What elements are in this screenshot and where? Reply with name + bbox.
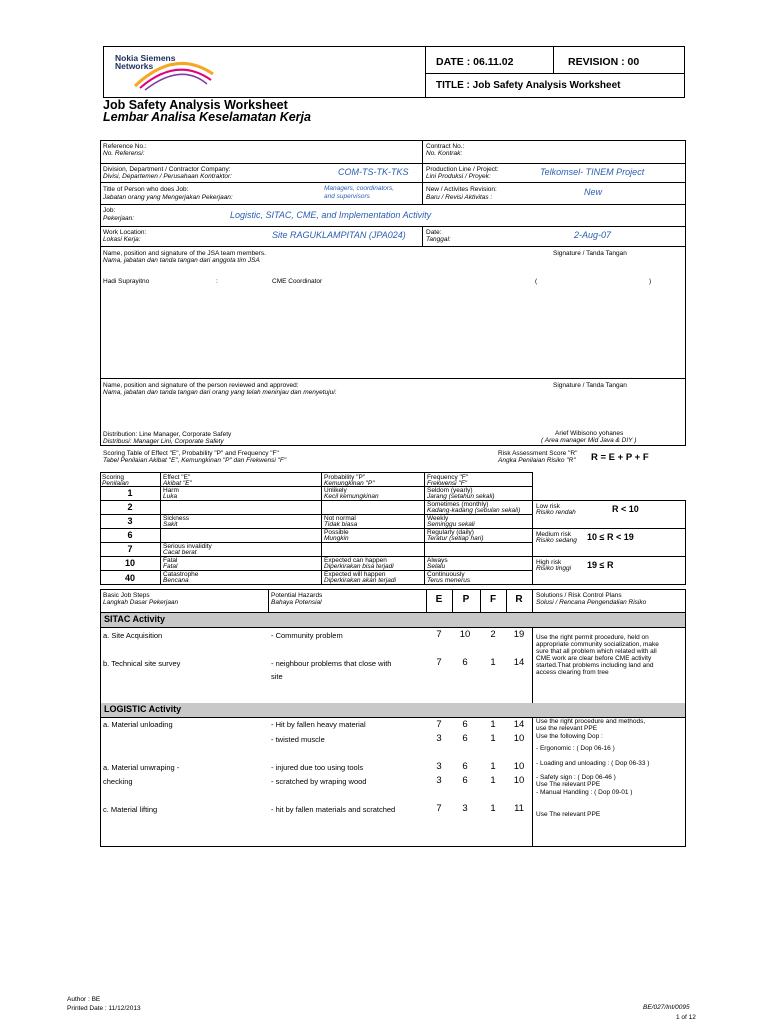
prob-col-header: Probability "P"	[324, 474, 366, 481]
scoring-col-header-id: Penilaian	[102, 480, 129, 487]
score-value: 40	[124, 573, 135, 583]
col-hazards-header: Potential Hazards	[271, 592, 323, 599]
team-label: Name, position and signature of the JSA team members.	[103, 250, 266, 257]
sitac-hazard-a: - Community problem	[271, 631, 343, 640]
scoring-title-id: Tabel Penilaian Akibat "E", Kemungkinan "P" dan Frekwensi "F"	[103, 457, 287, 464]
freq-text: Continuously	[427, 571, 465, 578]
team-member-role: CME Coordinator	[272, 278, 323, 285]
person-value-2: and supervisors	[324, 193, 370, 200]
freq-text: Seldom (yearly)	[427, 487, 473, 494]
risk-score-label: Risk Assessment Score "R"	[498, 450, 578, 457]
doc-title-id: Lembar Analisa Keselamatan Kerja	[103, 110, 311, 124]
sitac-b-e: 7	[436, 657, 442, 668]
sitac-b-f: 1	[490, 657, 496, 668]
newact-label: New / Activites Revision:	[426, 186, 497, 193]
col-solutions-header: Solutions / Risk Control Plans	[536, 592, 622, 599]
location-value: Site RAGUKLAMPITAN (JPA024)	[272, 230, 406, 240]
contract-label-id: No. Kontrak:	[426, 150, 463, 157]
person-value-1: Managers, coordinators,	[324, 185, 395, 192]
logistic-step-b-cont: checking	[103, 777, 133, 786]
location-label-id: Lokasi Kerja:	[103, 236, 141, 243]
team-signature-label: Signature / Tanda Tangan	[553, 250, 627, 257]
sitac-b-r: 14	[513, 657, 525, 668]
col-solutions-header-id: Solusi / Rencana Pengendalian Risiko	[536, 599, 647, 606]
risk-high-value: 19 ≤ R	[587, 560, 614, 570]
col-e-header: E	[435, 594, 443, 605]
person-label-id: Jabatan orang yang Mengerjakan Pekerjaan:	[103, 194, 233, 201]
score-value: 3	[127, 516, 133, 526]
approver-role: ( Area manager Mid Java & DIY )	[541, 437, 637, 444]
logistic-a1-f: 1	[490, 719, 496, 730]
division-value: COM-TS-TK-TKS	[338, 167, 409, 177]
score-value: 2	[127, 502, 133, 512]
prob-text-id: Kecil kemungkinan	[324, 493, 379, 500]
team-member-name: Hadi Suprayitno	[103, 278, 150, 285]
risk-score-label-id: Angka Penilaian Risiko "R"	[498, 457, 576, 464]
sitac-hazard-b: - neighbour problems that close with	[271, 659, 392, 668]
risk-high-label: High risk	[536, 559, 562, 566]
logistic-b2-e: 3	[436, 775, 442, 786]
col-steps-header: Basic Job Steps	[103, 592, 150, 599]
logistic-c-r: 11	[514, 803, 524, 814]
prodline-label-id: Lini Produksi / Proyek:	[426, 173, 491, 180]
freq-text-id: Jarang (setahun sekali)	[427, 493, 495, 500]
logistic-a2-e: 3	[436, 733, 442, 744]
logistic-step-b: a. Material unwraping -	[103, 763, 180, 772]
sitac-solution-line: Use the right permit procedure, held on	[536, 634, 649, 641]
freq-text-id: Seminggu sekali	[427, 521, 475, 528]
logistic-hazard-a1: - Hit by fallen heavy material	[271, 720, 366, 729]
header-title: TITLE : Job Safety Analysis Worksheet	[436, 80, 621, 91]
logistic-b1-f: 1	[490, 761, 496, 772]
sitac-step-a: a. Site Acquisition	[103, 631, 163, 640]
effect-text: Serious invalidity	[163, 543, 212, 550]
scoring-col-header: Scoring	[102, 474, 125, 481]
prob-text-id: Mungkin	[324, 535, 349, 542]
prob-text: Not normal	[324, 515, 356, 522]
doc-title-en: Job Safety Analysis Worksheet	[103, 98, 288, 112]
footer-author: Author : BE	[67, 996, 101, 1003]
col-f-header: F	[489, 594, 497, 605]
col-r-header: R	[515, 594, 523, 605]
score-value: 10	[124, 558, 135, 568]
footer-page-number: 1 of 12	[676, 1014, 696, 1021]
effect-text-id: Luka	[163, 493, 178, 500]
job-label-id: Pekerjaan:	[103, 215, 135, 222]
effect-text: Sickness	[163, 515, 190, 522]
sitac-step-b: b. Technical site survey	[103, 659, 181, 668]
logistic-step-a: a. Material unloading	[103, 720, 173, 729]
col-steps-header-id: Langkah Dasar Pekerjaan	[103, 599, 179, 606]
prob-col-header-id: Kemungkinan "P"	[324, 480, 375, 487]
logistic-hazard-b1: - injured due too using tools	[271, 763, 364, 772]
sitac-a-r: 19	[513, 629, 525, 640]
team-sig-open: (	[535, 278, 538, 285]
sitac-solution-line: access clearing from tree	[536, 669, 609, 676]
freq-text: Always	[427, 557, 448, 564]
header-date: DATE : 06.11.02	[436, 56, 514, 68]
location-label: Work Location:	[103, 229, 147, 236]
job-value: Logistic, SITAC, CME, and Implementation Activity	[230, 210, 432, 220]
prob-text: Possible	[324, 529, 349, 536]
effect-text-id: Bencana	[163, 577, 189, 584]
team-member-colon: :	[216, 278, 218, 285]
scoring-title: Scoring Table of Effect "E", Probability "P" and Frequency "F"	[103, 450, 279, 457]
logo-text-1: Nokia Siemens	[115, 53, 176, 63]
prob-text-id: Tidak biasa	[324, 521, 358, 528]
logistic-solution-line: Use The relevant PPE	[536, 811, 601, 818]
footer-printed-date: Printed Date : 11/12/2013	[67, 1005, 141, 1012]
risk-formula: R = E + P + F	[591, 452, 649, 463]
score-value: 7	[127, 544, 133, 554]
contract-label: Contract No.:	[426, 143, 465, 150]
risk-low-value: R < 10	[612, 504, 639, 514]
review-signature-label: Signature / Tanda Tangan	[553, 382, 627, 389]
ref-label: Reference No.:	[103, 143, 147, 150]
division-label-id: Divisi, Departemen / Perusahaan Kontraktor:	[103, 173, 232, 180]
logistic-solution-line: Use The relevant PPE	[536, 781, 601, 788]
logistic-b2-r: 10	[513, 775, 525, 786]
team-sig-close: )	[649, 278, 652, 285]
score-value: 6	[127, 530, 133, 540]
freq-col-header: Frequency "F"	[427, 474, 469, 481]
freq-text-id: Teratur (setiap hari)	[427, 535, 484, 542]
prob-text: Unlikely	[324, 487, 347, 494]
review-label-id: Nama, jabatan dan tanda tangan dari orang yang telah meninjau dan menyetujui:	[103, 389, 337, 396]
logistic-hazard-a2: - twisted muscle	[271, 735, 325, 744]
prob-text-id: Diperkirakan akan terjadi	[324, 577, 396, 584]
footer-doc-number: BE/027/Int/0095	[643, 1004, 690, 1011]
logistic-b1-p: 6	[462, 761, 468, 772]
effect-text: Catastrophe	[163, 571, 199, 578]
sitac-a-p: 10	[459, 629, 471, 640]
date-label: Date:	[426, 229, 442, 236]
approver-name: Arief Wibisono yohanes	[555, 430, 624, 437]
logistic-solution-line: Use the following Dop :	[536, 733, 603, 740]
sitac-solution-line: CME work are clear before CME activity	[536, 655, 652, 662]
logistic-hazard-c: - hit by fallen materials and scratched	[271, 805, 396, 814]
sitac-a-e: 7	[436, 629, 442, 640]
logistic-a1-r: 14	[513, 719, 525, 730]
sitac-hazard-b-cont: site	[271, 672, 283, 681]
prodline-label: Production Line / Project:	[426, 166, 499, 173]
newact-value: New	[584, 187, 603, 197]
review-label: Name, position and signature of the person reviewed and approved:	[103, 382, 299, 389]
effect-text-id: Cacat berat	[163, 549, 197, 556]
effect-col-header: Effect "E"	[163, 474, 191, 481]
freq-col-header-id: Frekwensi "F"	[427, 480, 468, 487]
logistic-a1-p: 6	[462, 719, 468, 730]
logistic-hazard-b2: - scratched by wraping wood	[271, 777, 367, 786]
risk-medium-value: 10 ≤ R < 19	[587, 532, 634, 542]
logistic-c-p: 3	[462, 803, 468, 814]
prodline-value: Telkomsel- TINEM Project	[540, 167, 645, 177]
col-p-header: P	[462, 594, 470, 605]
freq-text: Weekly	[427, 515, 449, 522]
logistic-b2-f: 1	[490, 775, 496, 786]
logistic-solution-line: Use the right procedure and methods,	[536, 718, 646, 725]
logistic-a2-f: 1	[490, 733, 496, 744]
logo-text-2: Networks	[115, 61, 154, 71]
division-label: Division, Department / Contractor Company:	[103, 166, 231, 173]
logistic-b1-e: 3	[436, 761, 442, 772]
freq-text-id: Selalu	[427, 563, 446, 570]
logistic-step-c: c. Material lifting	[103, 805, 158, 814]
risk-high-label-id: Risiko tinggi	[536, 565, 572, 572]
sitac-a-f: 2	[490, 629, 496, 640]
sitac-b-p: 6	[462, 657, 468, 668]
person-label: Title of Person who does Job:	[103, 186, 189, 193]
job-label: Job:	[103, 207, 116, 214]
logistic-solution-line: - Ergonomic : ( Dop 06-16 )	[536, 745, 615, 752]
effect-col-header-id: Akibat "E"	[163, 480, 192, 487]
logistic-a1-e: 7	[436, 719, 442, 730]
sitac-solution-line: appropriate community socialization, make	[536, 641, 659, 648]
effect-text: Harm	[163, 487, 179, 494]
logistic-b2-p: 6	[462, 775, 468, 786]
freq-text: Sometimes (monthly)	[427, 501, 489, 508]
effect-text-id: Sakit	[163, 521, 178, 528]
date-value: 2-Aug-07	[574, 230, 612, 240]
section-logistic: LOGISTIC Activity	[101, 703, 685, 717]
logistic-solution-line: - Manual Handling : ( Dop 09-01 )	[536, 789, 633, 796]
team-label-id: Nama, jabatan dan tanda tangan dari anggota tim JSA	[103, 257, 260, 264]
sitac-solution-line: started.That problems including land and	[536, 662, 654, 669]
prob-text-id: Diperkirakan bisa terjadi	[324, 563, 394, 570]
col-hazards-header-id: Bahaya Potensial	[271, 599, 322, 606]
freq-text-id: Kadang-kadang (sebulan sekali)	[427, 507, 521, 514]
risk-low-label: Low risk	[536, 503, 560, 510]
risk-low-label-id: Risiko rendah	[536, 509, 576, 516]
logistic-solution-line: - Safety sign : ( Dop 06-46 )	[536, 774, 616, 781]
date-label-id: Tanggal:	[426, 236, 451, 243]
logistic-a2-p: 6	[462, 733, 468, 744]
logistic-c-e: 7	[436, 803, 442, 814]
risk-medium-label-id: Risiko sedang	[536, 537, 577, 544]
effect-text: Fatal	[163, 557, 178, 564]
freq-text-id: Terus menerus	[427, 577, 471, 584]
score-value: 1	[127, 488, 133, 498]
distribution-label-id: Distribusi: Manager Lini, Corporate Safety	[103, 438, 224, 445]
logistic-a2-r: 10	[513, 733, 525, 744]
ref-label-id: No. Referensi:	[103, 150, 145, 157]
logistic-solution-line: - Loading and unloading : ( Dop 06-33 )	[536, 760, 650, 767]
logistic-solution-line: use the relevant PPE	[536, 725, 598, 732]
section-sitac: SITAC Activity	[101, 613, 685, 627]
risk-medium-label: Medium risk	[536, 531, 572, 538]
prob-text: Expected can happen	[324, 557, 387, 564]
company-logo	[115, 52, 215, 92]
logistic-b1-r: 10	[513, 761, 525, 772]
prob-text: Expected will happen	[324, 571, 386, 578]
sitac-solution-line: sure that all problem which related with all	[536, 648, 657, 655]
header-revision: REVISION : 00	[568, 56, 640, 68]
effect-text-id: Fatal	[163, 563, 178, 570]
newact-label-id: Baru / Revisi Aktivitas :	[426, 194, 493, 201]
freq-text: Regularly (daily)	[427, 529, 474, 536]
distribution-label: Distribution: Line Manager, Corporate Safety	[103, 431, 232, 438]
logistic-c-f: 1	[490, 803, 496, 814]
